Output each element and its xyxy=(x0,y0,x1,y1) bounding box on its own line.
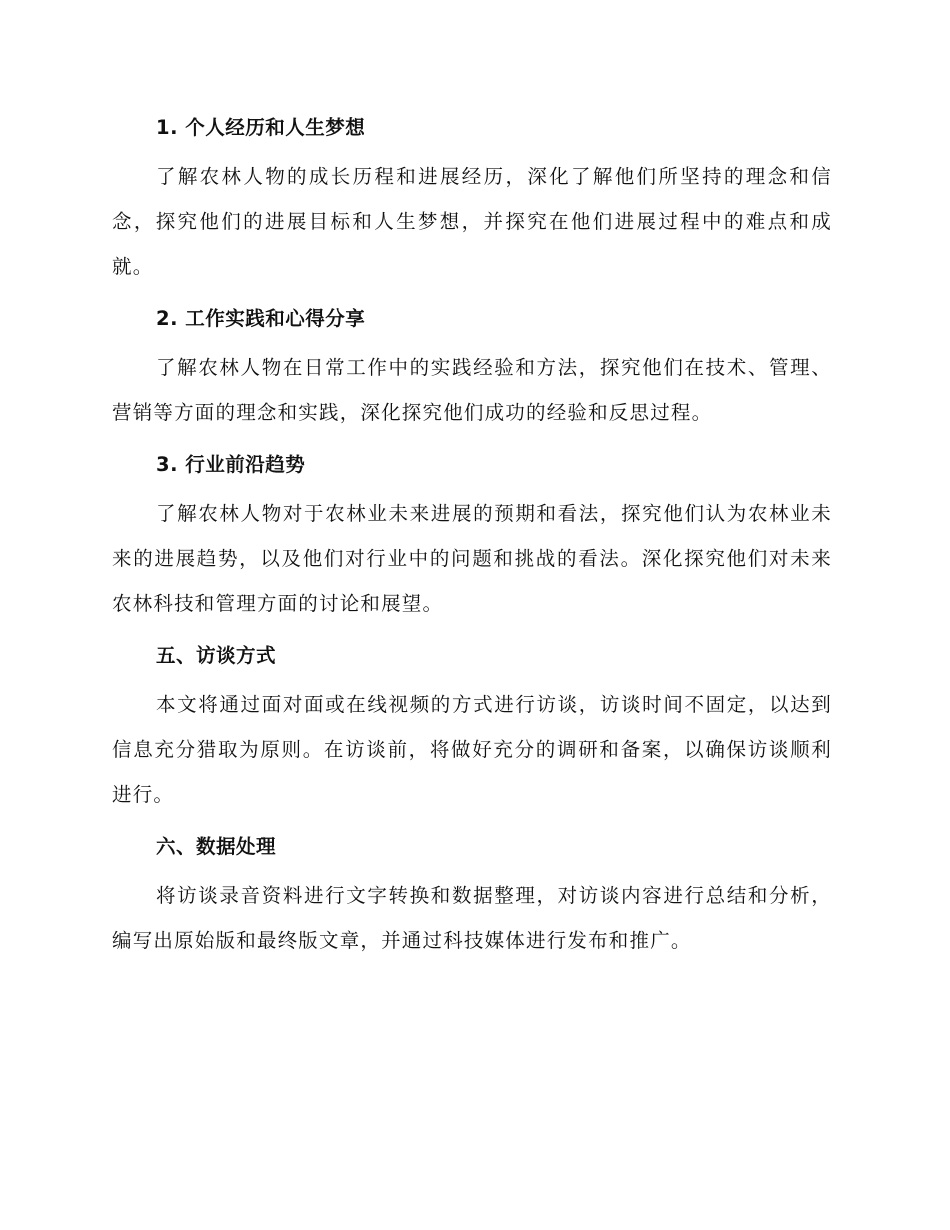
document-body xyxy=(112,110,832,975)
section-heading-work-practice: 2. 工作实践和心得分享 xyxy=(156,307,366,330)
section-heading-interview-method: 五、访谈方式 xyxy=(156,644,277,667)
section-paragraph-work-practice: 了解农林人物在日常工作中的实践经验和方法，探究他们在技术、管理、营销等方面的理念和实践，深化探究他们成功的经验和反思过程。 xyxy=(112,356,832,424)
section-heading-data-processing: 六、数据处理 xyxy=(156,835,277,858)
section-paragraph-data-processing: 将访谈录音资料进行文字转换和数据整理，对访谈内容进行总结和分析，编写出原始版和最终版文章，并通过科技媒体进行发布和推广。 xyxy=(112,884,832,952)
section-paragraph-industry-trends: 了解农林人物对于农林业未来进展的预期和看法，探究他们认为农林业未来的进展趋势，以及他们对行业中的问题和挑战的看法。深化探究他们对未来农林科技和管理方面的讨论和展望。 xyxy=(112,502,832,615)
section-paragraph-interview-method: 本文将通过面对面或在线视频的方式进行访谈，访谈时间不固定，以达到信息充分猎取为原则。在访谈前，将做好充分的调研和备案，以确保访谈顺利进行。 xyxy=(112,693,832,806)
section-paragraph-personal-experience: 了解农林人物的成长历程和进展经历，深化了解他们所坚持的理念和信念，探究他们的进展目标和人生梦想，并探究在他们进展过程中的难点和成就。 xyxy=(112,165,832,278)
section-heading-personal-experience: 1. 个人经历和人生梦想 xyxy=(156,116,366,139)
section-heading-industry-trends: 3. 行业前沿趋势 xyxy=(156,453,306,476)
